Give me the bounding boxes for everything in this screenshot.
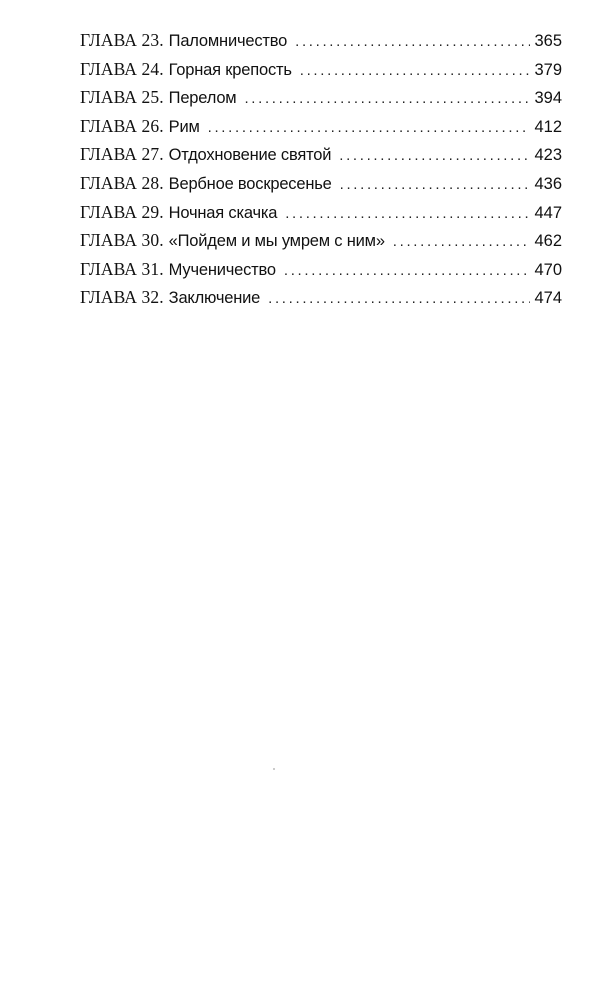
dot-leader — [268, 285, 530, 314]
toc-entry-chapter-26[interactable] — [80, 112, 562, 141]
toc-entry-chapter-27[interactable] — [80, 140, 562, 169]
dot-leader — [244, 85, 530, 114]
toc-entry-chapter-32[interactable] — [80, 283, 562, 312]
page-number: 436 — [534, 174, 562, 193]
page-number: 412 — [534, 117, 562, 136]
dot-leader — [340, 171, 531, 200]
chapter-number: ГЛАВА 29. — [80, 201, 164, 222]
toc-entry-chapter-30[interactable] — [80, 226, 562, 255]
page-number: 365 — [534, 32, 562, 50]
chapter-number: ГЛАВА 31. — [80, 258, 164, 279]
page-number: 447 — [534, 203, 562, 222]
dot-leader — [393, 228, 531, 257]
chapter-number: ГЛАВА 27. — [80, 144, 164, 165]
dot-leader — [285, 200, 530, 229]
chapter-number: ГЛАВА 32. — [80, 287, 164, 308]
toc-entry-chapter-24[interactable] — [80, 55, 562, 84]
chapter-number: ГЛАВА 23. — [80, 30, 164, 50]
chapter-title: Мученичество — [168, 260, 276, 279]
dot-leader — [300, 57, 531, 86]
table-of-contents — [80, 26, 562, 312]
toc-entry-chapter-25[interactable] — [80, 83, 562, 112]
dot-leader — [339, 142, 530, 171]
toc-entry-chapter-28[interactable] — [80, 169, 562, 198]
chapter-number: ГЛАВА 30. — [80, 230, 164, 251]
page-number: 423 — [534, 146, 562, 165]
page-number: 394 — [534, 89, 562, 108]
chapter-number: ГЛАВА 25. — [80, 87, 164, 108]
chapter-title: Паломничество — [168, 32, 288, 50]
page-number: 462 — [534, 232, 562, 251]
chapter-title: Рим — [168, 117, 200, 136]
chapter-title: Вербное воскресенье — [168, 174, 332, 193]
chapter-title: Ночная скачка — [168, 203, 278, 222]
dot-leader — [284, 257, 531, 286]
dot-leader — [295, 28, 530, 57]
chapter-number: ГЛАВА 26. — [80, 115, 164, 136]
page-number: 474 — [534, 289, 562, 308]
toc-entry-chapter-29[interactable] — [80, 198, 562, 227]
chapter-number: ГЛАВА 24. — [80, 58, 164, 79]
chapter-title: Перелом — [168, 89, 237, 108]
dot-leader — [208, 114, 531, 143]
page-number: 470 — [534, 260, 562, 279]
chapter-title: Горная крепость — [168, 60, 292, 79]
page-number: 379 — [534, 60, 562, 79]
chapter-title: Заключение — [168, 289, 261, 308]
toc-entry-chapter-23[interactable] — [80, 26, 562, 55]
chapter-title: «Пойдем и мы умрем с ним» — [168, 232, 385, 251]
toc-entry-chapter-31[interactable] — [80, 255, 562, 284]
chapter-title: Отдохновение святой — [168, 146, 332, 165]
scan-speck — [273, 768, 275, 770]
chapter-number: ГЛАВА 28. — [80, 172, 164, 193]
